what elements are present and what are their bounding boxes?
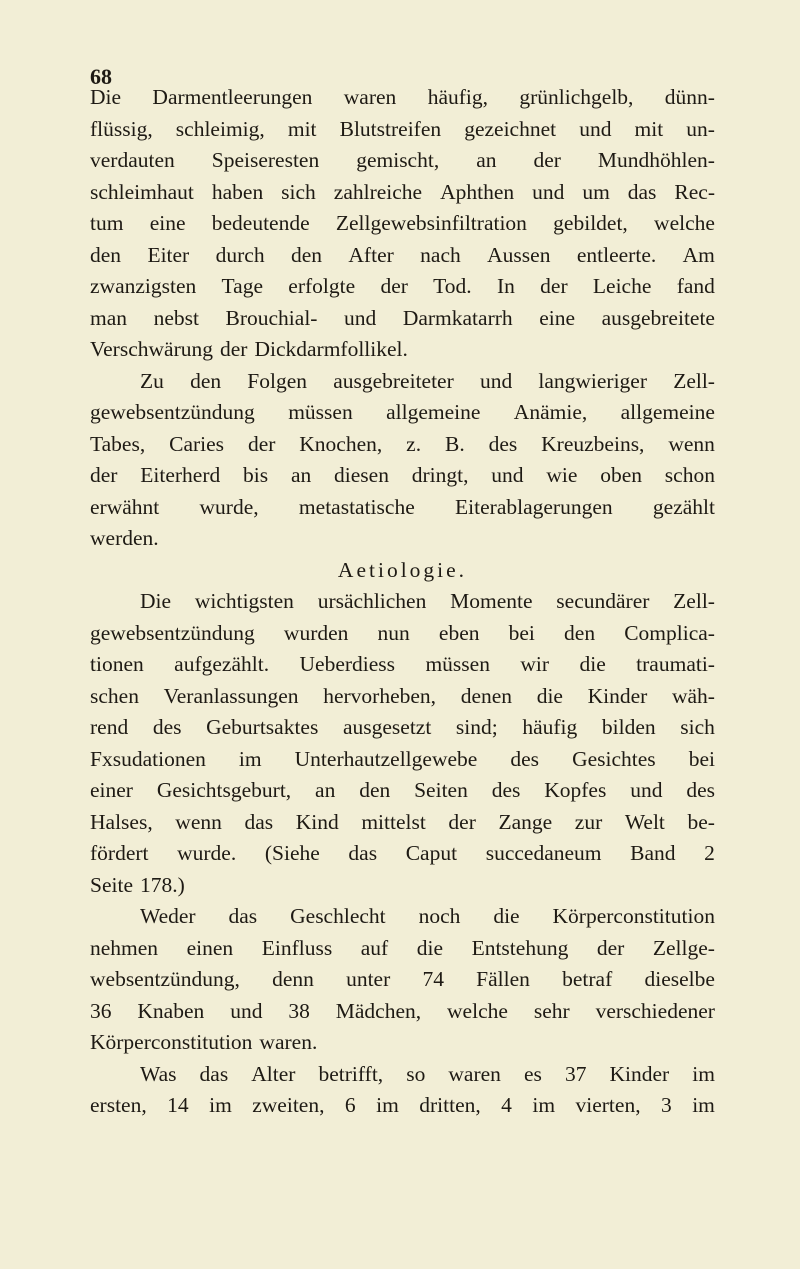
text-line: flüssig, schleimig, mit Blutstreifen gezeichnet und mit un- <box>90 116 715 141</box>
text-line: einer Gesichtsgeburt, an den Seiten des Kopfes und des <box>90 778 715 802</box>
text-line: tionen aufgezählt. Ueberdiess müssen wir die traumati- <box>90 652 715 676</box>
text-line: Was das Alter betrifft, so waren es 37 Kinder im <box>140 1061 715 1086</box>
section-heading: Aetiologie. <box>337 557 468 582</box>
text-line: rend des Geburtsaktes ausgesetzt sind; häufig bilden sich <box>90 715 715 739</box>
text-line: verdauten Speiseresten gemischt, an der Mundhöhlen- <box>90 148 715 172</box>
text-line: Tabes, Caries der Knochen, z. B. des Kreuzbeins, wenn <box>90 431 715 456</box>
text-line: Die wichtigsten ursächlichen Momente secundärer Zell- <box>140 589 715 613</box>
text-line: der Eiterherd bis an diesen dringt, und wie oben schon <box>90 463 715 487</box>
text-line: den Eiter durch den After nach Aussen entleerte. Am <box>90 242 715 267</box>
text-line: Seite 178.) <box>90 872 185 897</box>
text-line: Körperconstitution waren. <box>90 1030 318 1054</box>
paragraph <box>90 82 715 366</box>
text-line: tum eine bedeutende Zellgewebsinfiltration gebildet, welche <box>90 211 715 235</box>
text-line: 36 Knaben und 38 Mädchen, welche sehr verschiedener <box>90 998 715 1023</box>
text-line: gewebsentzündung wurden nun eben bei den Complica- <box>90 620 715 645</box>
paragraph <box>90 901 715 1059</box>
text-line: schleimhaut haben sich zahlreiche Aphthen und um das Rec- <box>90 179 715 204</box>
text-line: Weder das Geschlecht noch die Körperconstitution <box>140 904 715 928</box>
text-line: Zu den Folgen ausgebreiteter und langwieriger Zell- <box>140 368 715 393</box>
text-line: ersten, 14 im zweiten, 6 im dritten, 4 im vierten, 3 im <box>90 1093 715 1117</box>
text-line: werden. <box>90 526 159 550</box>
paragraph <box>90 586 715 901</box>
text-line: nehmen einen Einfluss auf die Entstehung der Zellge- <box>90 935 715 960</box>
text-line: schen Veranlassungen hervorheben, denen die Kinder wäh- <box>90 683 715 708</box>
text-line: websentzündung, denn unter 74 Fällen betraf dieselbe <box>90 967 715 991</box>
text-line: man nebst Brouchial- und Darmkatarrh eine ausgebreitete <box>90 305 715 330</box>
text-line: Halses, wenn das Kind mittelst der Zange zur Welt be- <box>90 809 715 834</box>
text-line: Die Darmentleerungen waren häufig, grünlichgelb, dünn- <box>90 85 715 109</box>
text-line: Verschwärung der Dickdarmfollikel. <box>90 337 408 361</box>
text-line: fördert wurde. (Siehe das Caput succedaneum Band 2 <box>90 841 715 865</box>
text-line: Fxsudationen im Unterhautzellgewebe des Gesichtes bei <box>90 746 715 771</box>
paragraph <box>90 366 715 555</box>
text-line: erwähnt wurde, metastatische Eiterablagerungen gezählt <box>90 494 715 519</box>
body-text <box>90 82 715 1122</box>
page-number: 68 <box>90 64 112 89</box>
paragraph <box>90 1059 715 1122</box>
text-line: gewebsentzündung müssen allgemeine Anämie, allgemeine <box>90 400 715 424</box>
text-line: zwanzigsten Tage erfolgte der Tod. In der Leiche fand <box>90 274 715 298</box>
